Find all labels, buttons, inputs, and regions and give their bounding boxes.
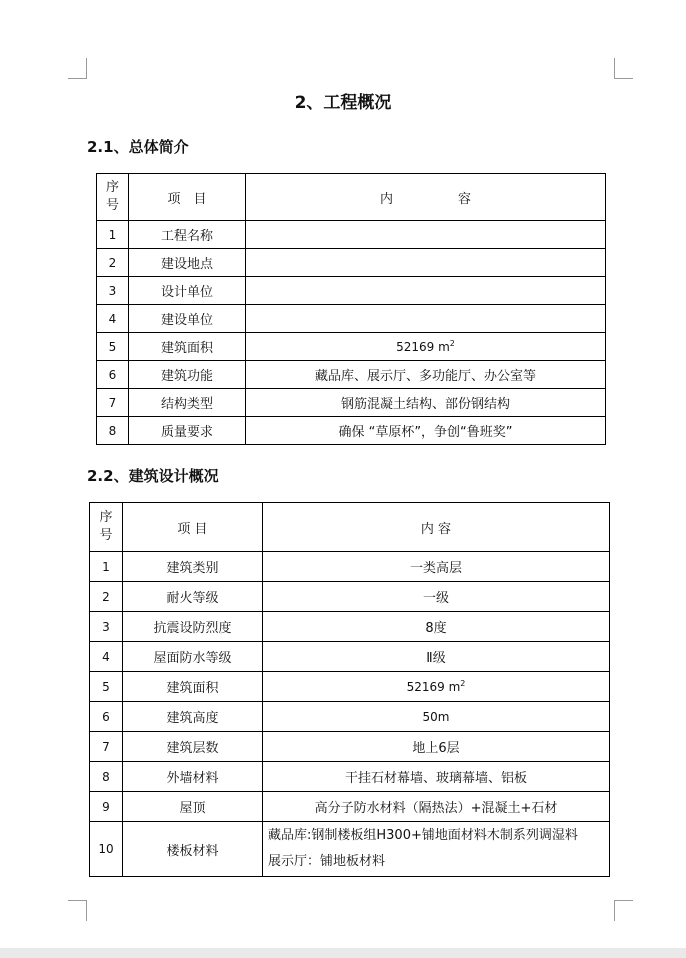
table-row: [90, 792, 610, 822]
page-title: 2、工程概况: [294, 93, 392, 113]
header-item: 项 目: [129, 174, 246, 221]
row-content: 一类高层: [263, 552, 610, 582]
row-item: 工程名称: [129, 221, 246, 249]
table-row: [90, 582, 610, 612]
row-no: 1: [97, 221, 129, 249]
area-value: 52169 m: [396, 340, 450, 354]
row-item: 建筑层数: [123, 732, 263, 762]
row-content: [263, 672, 610, 702]
row-content: [246, 277, 606, 305]
row-content: Ⅱ级: [263, 642, 610, 672]
table-row: [97, 389, 606, 417]
row-content: [246, 333, 606, 361]
row-content: 高分子防水材料（隔热法）+混凝土+石材: [263, 792, 610, 822]
row-item: 建设单位: [129, 305, 246, 333]
row-content: 一级: [263, 582, 610, 612]
row-content: [246, 221, 606, 249]
crop-mark-bottom-right: [614, 900, 633, 921]
table-row: [97, 249, 606, 277]
row-item: 建筑高度: [123, 702, 263, 732]
row-no: 8: [97, 417, 129, 445]
row-no: 9: [90, 792, 123, 822]
table-row: [97, 277, 606, 305]
table-row: [90, 672, 610, 702]
row-no: 4: [90, 642, 123, 672]
section-heading-architecture: 2.2、建筑设计概况: [87, 467, 219, 485]
table-row: [97, 305, 606, 333]
row-no: 5: [90, 672, 123, 702]
table-row: [97, 333, 606, 361]
page-bottom-bar: [0, 948, 686, 958]
architecture-table: [89, 502, 610, 877]
table-row: [97, 417, 606, 445]
row-content: 藏品库、展示厅、多功能厅、办公室等: [246, 361, 606, 389]
header-no: 序号: [90, 503, 123, 552]
table-row: [97, 361, 606, 389]
row-no: 7: [97, 389, 129, 417]
row-item: 抗震设防烈度: [123, 612, 263, 642]
table-row: [90, 612, 610, 642]
table-row: [97, 221, 606, 249]
row-item: 建筑面积: [129, 333, 246, 361]
row-item: 建设地点: [129, 249, 246, 277]
row-content: 8度: [263, 612, 610, 642]
row-content: [246, 305, 606, 333]
row-no: 3: [97, 277, 129, 305]
row-no: 4: [97, 305, 129, 333]
row-item: 质量要求: [129, 417, 246, 445]
row-item: 楼板材料: [123, 822, 263, 877]
area-unit-sup: 2: [449, 339, 455, 348]
table-row: [90, 702, 610, 732]
header-no: 序号: [97, 174, 129, 221]
row-item: 建筑类别: [123, 552, 263, 582]
table-row: [90, 732, 610, 762]
row-no: 6: [97, 361, 129, 389]
area-value: 52169 m: [406, 680, 461, 694]
row-item: 耐火等级: [123, 582, 263, 612]
header-item: 项 目: [123, 503, 263, 552]
row-no: 5: [97, 333, 129, 361]
row-no: 2: [97, 249, 129, 277]
row-no: 7: [90, 732, 123, 762]
area-unit-sup: 2: [460, 679, 466, 688]
header-content: 内 容: [246, 174, 606, 221]
floor-material-line-2: 展示厅：铺地板材料: [268, 854, 386, 869]
table-row: [90, 822, 610, 877]
header-content: 内 容: [263, 503, 610, 552]
row-content: 钢筋混凝土结构、部份钢结构: [246, 389, 606, 417]
row-item: 结构类型: [129, 389, 246, 417]
row-no: 6: [90, 702, 123, 732]
floor-material-line-1: 藏品库:钢制楼板组H300+铺地面材料木制系列调湿料: [268, 828, 578, 843]
row-no: 10: [90, 822, 123, 877]
crop-mark-top-right: [614, 58, 633, 79]
row-content: 地上6层: [263, 732, 610, 762]
table-row: [90, 762, 610, 792]
row-no: 8: [90, 762, 123, 792]
row-content: 50m: [263, 702, 610, 732]
row-item: 外墙材料: [123, 762, 263, 792]
row-item: 建筑面积: [123, 672, 263, 702]
section-heading-overview: 2.1、总体简介: [87, 138, 189, 156]
row-item: 设计单位: [129, 277, 246, 305]
table-header-row: [97, 174, 606, 221]
row-content: 干挂石材幕墙、玻璃幕墙、铝板: [263, 762, 610, 792]
row-item: 屋面防水等级: [123, 642, 263, 672]
row-no: 1: [90, 552, 123, 582]
row-item: 建筑功能: [129, 361, 246, 389]
row-content: [246, 249, 606, 277]
row-no: 2: [90, 582, 123, 612]
crop-mark-top-left: [68, 58, 87, 79]
table-row: [90, 552, 610, 582]
row-no: 3: [90, 612, 123, 642]
overview-table: [96, 173, 606, 445]
table-row: [90, 642, 610, 672]
crop-mark-bottom-left: [68, 900, 87, 921]
row-item: 屋顶: [123, 792, 263, 822]
row-content: [263, 822, 610, 877]
table-header-row: [90, 503, 610, 552]
row-content: 确保 “草原杯”，争创“鲁班奖”: [246, 417, 606, 445]
